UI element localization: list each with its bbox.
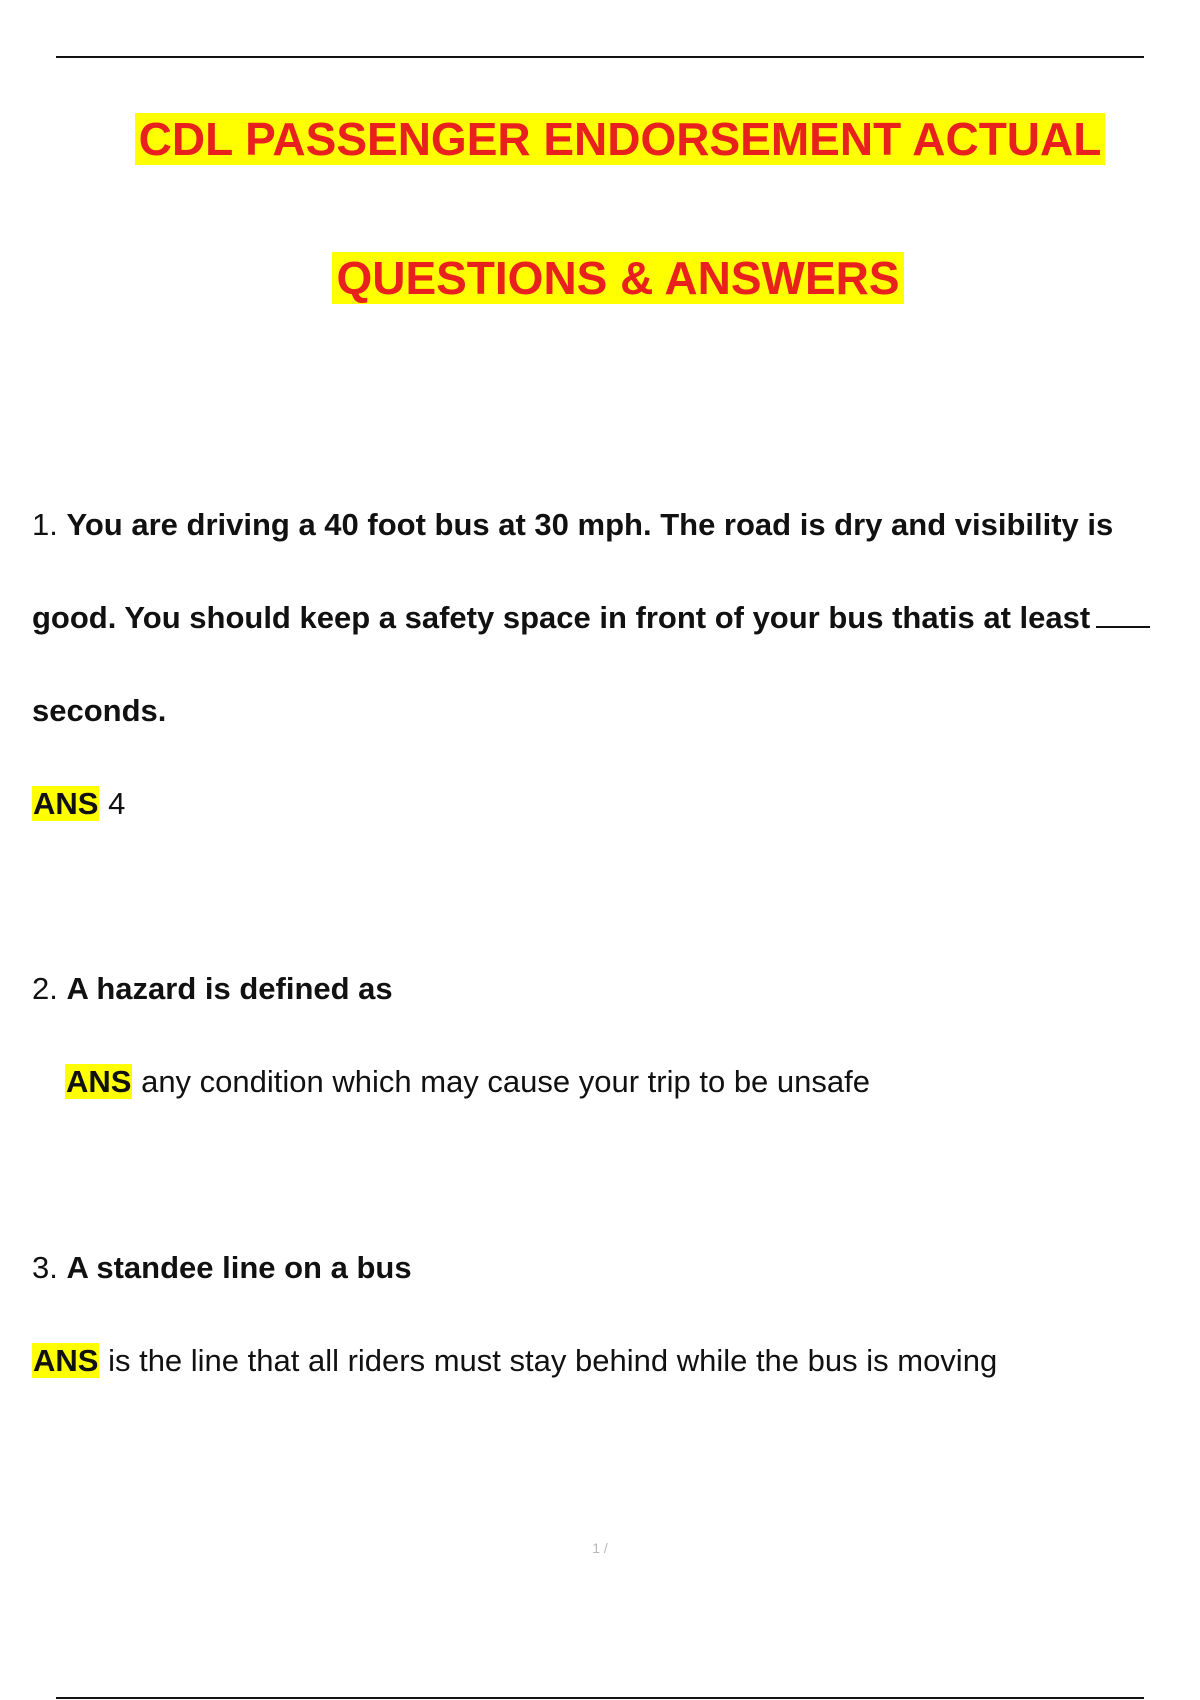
question-3-number: 3. bbox=[32, 1250, 58, 1285]
question-3-text: A standee line on a bus bbox=[66, 1250, 412, 1285]
question-2-answer bbox=[65, 1062, 870, 1102]
question-1-text-line-2: good. You should keep a safety space in front of your bus thatis at least bbox=[32, 600, 1091, 635]
question-2-answer-label: ANS bbox=[66, 1064, 132, 1099]
question-1-line-3 bbox=[32, 691, 166, 731]
question-1-text-line-1: You are driving a 40 foot bus at 30 mph. The road is dry and visibility is bbox=[66, 507, 1114, 542]
question-2-answer-text: any condition which may cause your trip to be unsafe bbox=[141, 1064, 870, 1099]
document-title-line-2 bbox=[18, 249, 1200, 307]
document-title-line-2-text: QUESTIONS & ANSWERS bbox=[332, 252, 903, 304]
question-1-answer bbox=[32, 784, 125, 824]
document-title-line-1 bbox=[20, 110, 1200, 168]
question-1-answer-label: ANS bbox=[33, 786, 99, 821]
question-2-line bbox=[32, 969, 393, 1009]
question-3-answer-label: ANS bbox=[33, 1343, 99, 1378]
question-3-line bbox=[32, 1248, 412, 1288]
top-rule bbox=[56, 56, 1144, 58]
page-number: 1 / bbox=[592, 1540, 608, 1556]
question-1-line-1 bbox=[32, 505, 1113, 545]
question-1-line-2 bbox=[32, 598, 1150, 638]
document-title-line-1-text: CDL PASSENGER ENDORSEMENT ACTUAL bbox=[135, 113, 1106, 165]
question-2-text: A hazard is defined as bbox=[66, 971, 393, 1006]
bottom-rule bbox=[56, 1697, 1144, 1699]
question-1-number: 1. bbox=[32, 507, 58, 542]
question-2-number: 2. bbox=[32, 971, 58, 1006]
question-3-answer-text: is the line that all riders must stay behind while the bus is moving bbox=[108, 1343, 998, 1378]
question-3-answer bbox=[32, 1341, 997, 1381]
answer-blank bbox=[1096, 602, 1150, 628]
question-1-answer-text: 4 bbox=[108, 786, 126, 821]
question-1-text-line-3: seconds. bbox=[32, 693, 167, 728]
